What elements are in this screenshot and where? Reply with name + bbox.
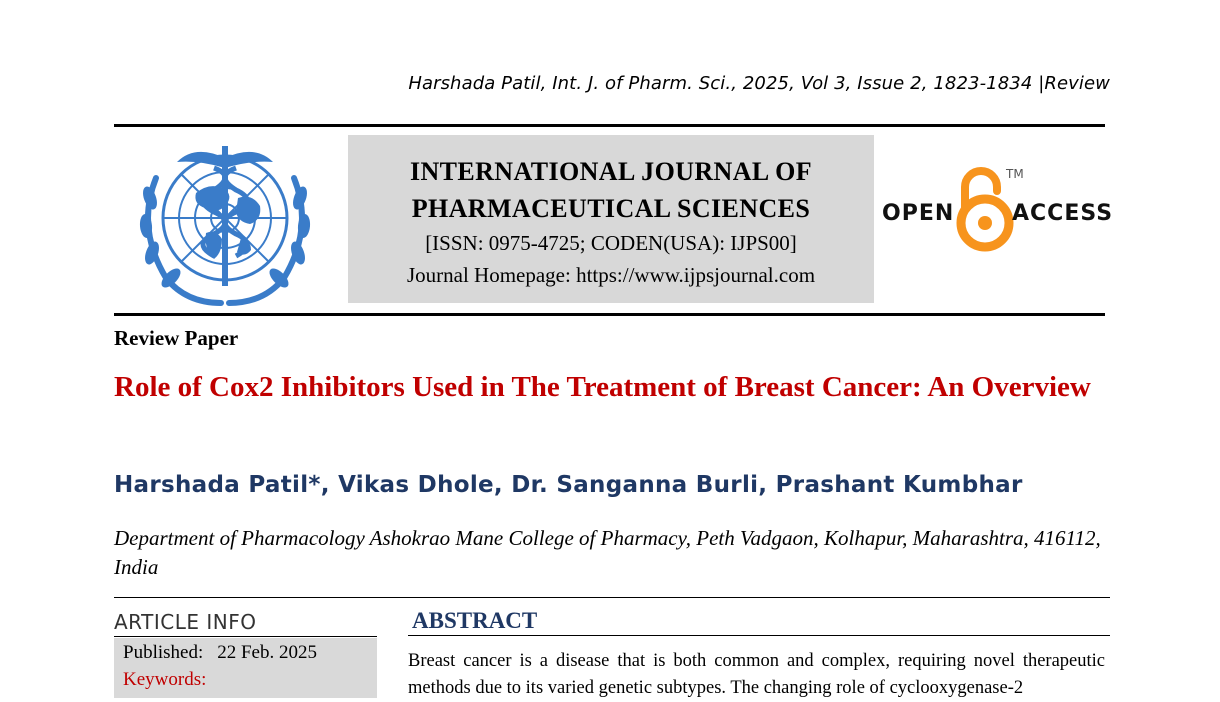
article-info-rule (114, 636, 377, 637)
paper-type: Review Paper (114, 326, 239, 350)
journal-title (348, 153, 874, 227)
journal-header-box (348, 135, 874, 303)
published-date: 22 Feb. 2025 (217, 642, 317, 663)
abstract-heading: ABSTRACT (412, 608, 538, 633)
access-text: ACCESS (1012, 201, 1114, 226)
author-list: Harshada Patil*, Vikas Dhole, Dr. Sanganna Burli, Prashant Kumbhar (114, 472, 1023, 498)
header-bottom-rule (114, 313, 1105, 316)
homepage-line: Journal Homepage: https://www.ijpsjournal.com (406, 263, 816, 287)
affiliation: Department of Pharmacology Ashokrao Mane College of Pharmacy, Peth Vadgaon, Kolhapur, Maharashtra, 416112, India (114, 526, 1101, 579)
open-text: OPEN (882, 201, 955, 226)
journal-title-line1: INTERNATIONAL JOURNAL OF (409, 157, 813, 186)
keywords-label: Keywords: (123, 669, 207, 690)
citation-header: Harshada Patil, Int. J. of Pharm. Sci., 2025, Vol 3, Issue 2, 1823-1834 |Review (408, 73, 1110, 94)
published-line (123, 642, 317, 664)
abstract-text: Breast cancer is a disease that is both common and complex, requiring novel therapeutic methods due to its varied genetic subtypes. The changing role of cyclooxygenase-2 (408, 651, 1105, 698)
journal-title-line2: PHARMACEUTICAL SCIENCES (411, 194, 811, 223)
issn-line: [ISSN: 0975-4725; CODEN(USA): IJPS00] (425, 231, 797, 255)
section-rule (114, 597, 1110, 598)
un-emblem-icon (126, 138, 324, 306)
article-info-label: ARTICLE INFO (114, 610, 257, 634)
open-access-logo (880, 165, 1114, 255)
abstract-rule (408, 635, 1110, 636)
top-rule (114, 124, 1105, 127)
trademark: TM (1006, 167, 1024, 181)
published-label: Published: (123, 642, 204, 663)
paper-title: Role of Cox2 Inhibitors Used in The Treatment of Breast Cancer: An Overview (114, 371, 1091, 403)
